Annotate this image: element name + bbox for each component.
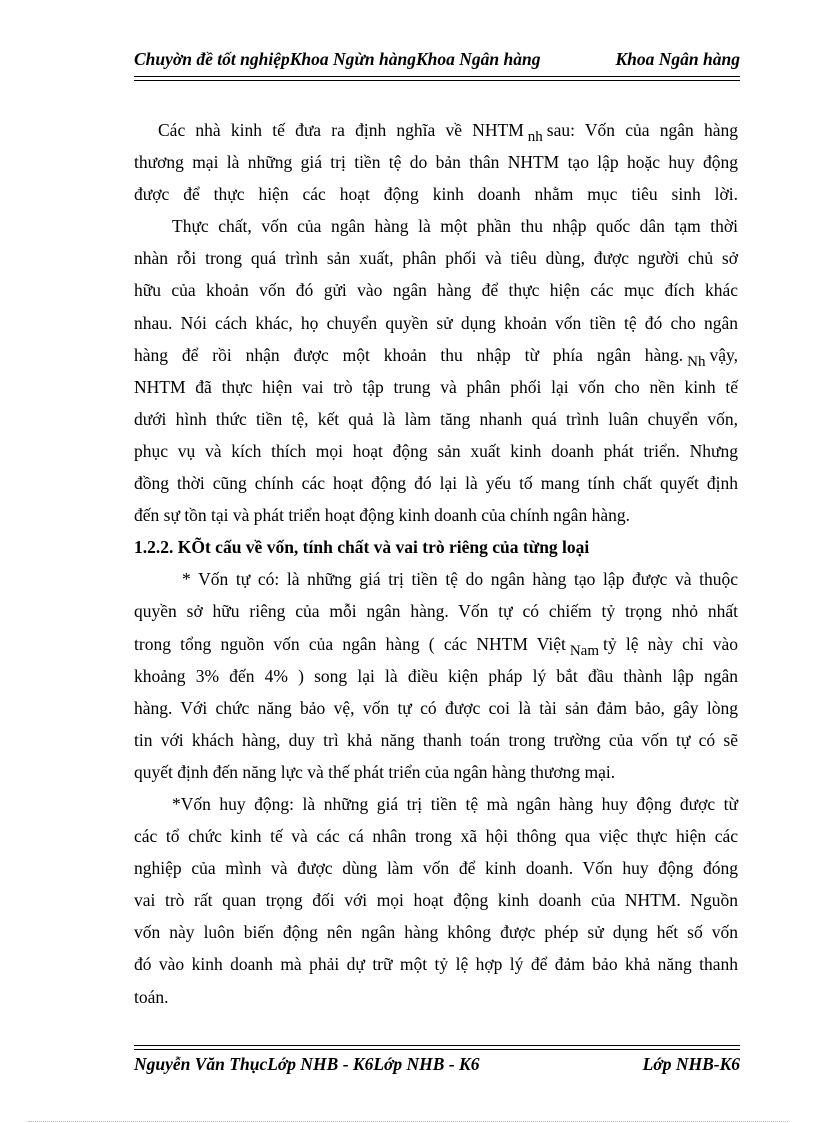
para3-line2: quyền sở hữu riêng của mỗi ngân hàng. Vốn tự có chiếm tỷ trọng nhỏ nhất [134, 601, 738, 622]
header-rule-thick [134, 76, 740, 77]
para2-line10: đến sự tồn tại và phát triển hoạt động kinh doanh của chính ngân hàng. [134, 505, 630, 526]
para3-line4: khoảng 3% đến 4% ) song lại là điều kiện pháp lý bắt đầu thành lập ngân [134, 665, 738, 686]
para1-line2: thương mại là những giá trị tiền tệ do bản thân NHTM tạo lập hoặc huy động [134, 152, 738, 173]
para2-line3: hữu của khoản vốn đó gửi vào ngân hàng để thực hiện các mục đích khác [134, 280, 738, 301]
para3-line6: tin với khách hàng, duy trì khả năng thanh toán trong trường của vốn tự có sẽ [134, 729, 738, 750]
para4-line7: toán. [134, 986, 169, 1007]
document-body [134, 114, 738, 1013]
para3-line5: hàng. Với chức năng bảo vệ, vốn tự có được coi là tài sản đảm bảo, gây lòng [134, 697, 738, 718]
para2-sub-text: Nh [687, 353, 706, 370]
footer-rule-thick [134, 1049, 740, 1050]
footer-left-text: Nguyễn Văn ThụcLớp NHB - K6Lớp NHB - K6 [134, 1054, 480, 1074]
para2-line9: đồng thời cũng chính các hoạt động đó lại là yếu tố mang tính chất quyết định [134, 473, 738, 494]
para2-line7: dưới hình thức tiền tệ, kết quả là làm tăng nhanh quá trình luân chuyển vốn, [134, 408, 738, 429]
para4-line1: *Vốn huy động: là những giá trị tiền tệ mà ngân hàng huy động được từ [172, 793, 738, 814]
para4-line4: vai trò rất quan trọng đối với mọi hoạt động kinh doanh của NHTM. Nguồn [134, 890, 738, 911]
para1-line1: Các nhà kinh tế đưa ra định nghĩa về NHTM nh sau: Vốn của ngân hàng [158, 120, 738, 145]
para4-line6: đó vào kinh doanh mà phải dự trữ một tỷ lệ hợp lý để đảm bảo khả năng thanh [134, 954, 738, 975]
para2-line2: nhàn rỗi trong quá trình sản xuất, phân phối và tiêu dùng, được người chủ sở [134, 248, 738, 269]
para2-line8: phục vụ và kích thích mọi hoạt động sản xuất kinh doanh phát triển. Nhưng [134, 440, 738, 461]
header-rule-thin [134, 80, 740, 81]
para1-line3: được để thực hiện các hoạt động kinh doanh nhằm mục tiêu sinh lời. [134, 184, 738, 205]
para2-line1: Thực chất, vốn của ngân hàng là một phần thu nhập quốc dân tạm thời [172, 216, 738, 237]
para1-sub-text: nh [527, 129, 543, 145]
para4-line3: nghiệp của mình và được dùng làm vốn để kinh doanh. Vốn huy động đóng [134, 858, 738, 879]
section-heading: 1.2.2. KÕt cấu về vốn, tính chất và vai trò riêng của từng loại [134, 537, 590, 558]
para3-line3: trong tổng nguồn vốn của ngân hàng ( các NHTM Việt Nam tỷ lệ này chỉ vào [134, 633, 738, 659]
header-right-text: Khoa Ngân hàng [615, 49, 740, 69]
para2-line5: hàng để rồi nhận được một khoản thu nhập từ phía ngân hàng. Nh vậy, [134, 344, 738, 370]
para3-line7: quyết định đến năng lực và thế phát triển của ngân hàng thương mại. [134, 761, 616, 782]
para3-sub-text: Nam [569, 642, 600, 659]
para4-line5: vốn này luôn biến động nên ngân hàng không được phép sử dụng hết số vốn [134, 922, 738, 943]
para2-line4: nhau. Nói cách khác, họ chuyển quyền sử dụng khoản vốn tiền tệ đó cho ngân [134, 312, 738, 333]
page-header [134, 49, 740, 75]
para4-line2: các tổ chức kinh tế và các cá nhân trong xã hội thông qua việc thực hiện các [134, 826, 738, 847]
footer-right-text: Lớp NHB-K6 [642, 1054, 740, 1074]
footer-rule-thin [134, 1045, 740, 1046]
para2-line6: NHTM đã thực hiện vai trò tập trung và phân phối lại vốn cho nền kinh tế [134, 376, 738, 397]
page-bottom-dotted-edge [28, 1121, 788, 1122]
page-footer [134, 1054, 740, 1080]
header-left-text: Chuyờn đề tốt nghiệpKhoa Ngừn hàngKhoa Ngân hàng [134, 49, 541, 69]
para3-line1: * Vốn tự có: là những giá trị tiền tệ do ngân hàng tạo lập được và thuộc [182, 569, 738, 590]
